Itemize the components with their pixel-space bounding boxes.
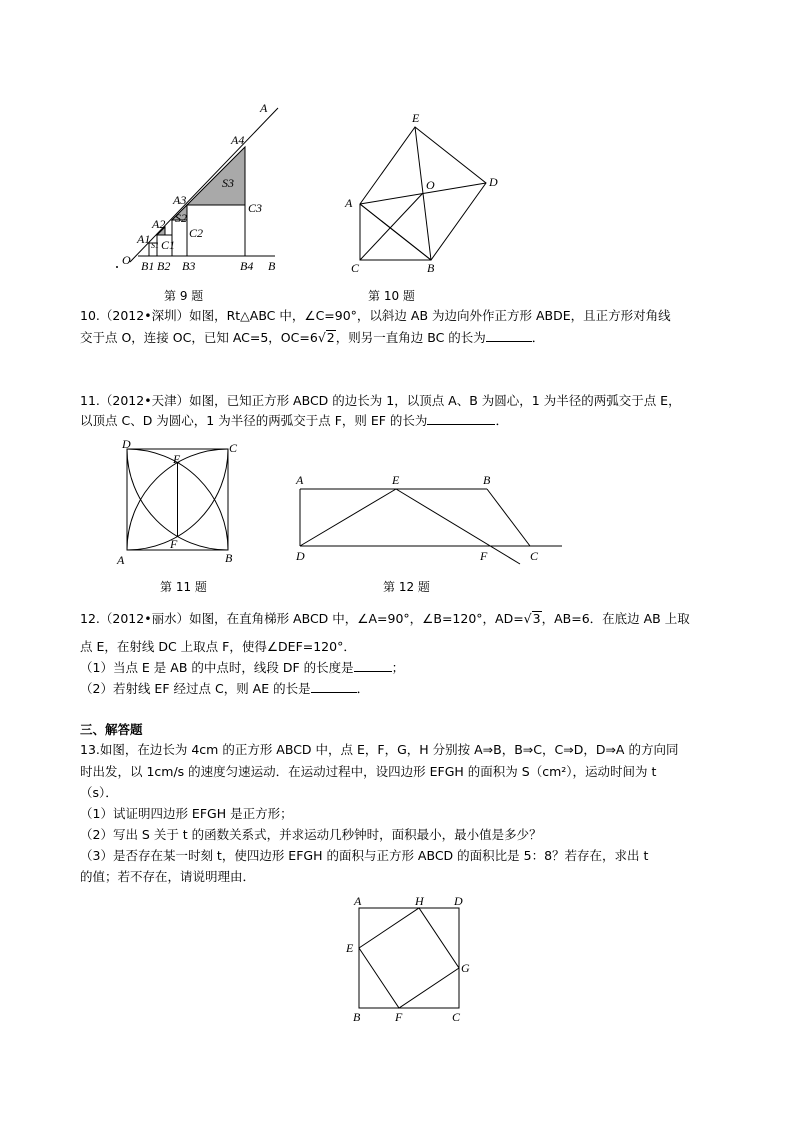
- label-f: F: [170, 537, 178, 551]
- caption-fig10: 第 10 题: [368, 289, 415, 303]
- label-c: C: [351, 261, 360, 275]
- question-13-sub3-line2: 的值；若不存在，请说明理由．: [80, 869, 256, 884]
- label-s3: S3: [222, 176, 234, 190]
- label-f: F: [395, 1010, 403, 1024]
- question-11-line1: 11.（2012•天津）如图，已知正方形 ABCD 的边长为 1，以顶点 A、B 为圆心，1 为半径的两弧交于点 E，: [80, 393, 681, 408]
- label-h: H: [415, 894, 424, 908]
- square-abcd: [359, 908, 459, 1008]
- ray-ef: [396, 489, 520, 564]
- label-a: A: [260, 101, 268, 115]
- label-b: B: [225, 551, 233, 565]
- label-d: D: [489, 175, 498, 189]
- question-11-line2: [80, 412, 508, 430]
- label-e: E: [173, 452, 181, 466]
- label-c1: C1: [161, 238, 176, 252]
- label-d: D: [122, 437, 131, 451]
- q10-text-end: ．: [531, 330, 545, 345]
- square-efgh: [359, 908, 459, 1008]
- label-c2: C2: [189, 226, 204, 240]
- question-13-sub1: （1）试证明四边形 EFGH 是正方形；: [80, 806, 293, 821]
- label-o: O: [122, 253, 131, 267]
- figure-11: [112, 436, 252, 571]
- q12-sub2-blank[interactable]: [311, 680, 357, 693]
- question-12-sub2: [80, 680, 369, 698]
- q12-sqrt-sign: √: [523, 611, 532, 626]
- label-a: A: [296, 473, 304, 487]
- question-10-line2: [80, 329, 544, 347]
- question-13-sub3: （3）是否存在某一时刻 t，使四边形 EFGH 的面积与正方形 ABCD 的面积比是 5：8？若存在，求出 t: [80, 848, 649, 863]
- question-10-line1: 10.（2012•深圳）如图，Rt△ABC 中，∠C=90°，以斜边 AB 为边向外作正方形 ABDE，且正方形对角线: [80, 308, 671, 323]
- q10-sqrt-sign: √: [317, 330, 326, 345]
- label-c: C: [229, 441, 238, 455]
- question-13-line2: 时出发，以 1cm/s 的速度匀速运动．在运动过程中，设四边形 EFGH 的面积为 S（cm²），运动时间为 t: [80, 764, 657, 779]
- caption-fig11: 第 11 题: [160, 580, 207, 594]
- q11-text-end: ．: [495, 413, 508, 428]
- label-b2: B2: [157, 259, 171, 273]
- label-c: C: [530, 549, 539, 563]
- question-13-line3: （s）．: [80, 785, 118, 800]
- question-13-line1: 13.如图，在边长为 4cm 的正方形 ABCD 中，点 E，F，G，H 分别按 A⇒B，B⇒C，C⇒D，D⇒A 的方向同: [80, 742, 679, 757]
- label-b3: B3: [182, 259, 196, 273]
- label-c: C: [452, 1010, 461, 1024]
- label-a: A: [354, 894, 362, 908]
- question-12-line1: [80, 610, 690, 628]
- figure-9: [110, 100, 300, 280]
- question-12-sub1: [80, 659, 404, 677]
- label-s1: S1: [151, 241, 159, 250]
- label-f: F: [480, 549, 488, 563]
- label-b: B: [353, 1010, 361, 1024]
- label-e: E: [346, 941, 354, 955]
- label-a: A: [345, 196, 353, 210]
- q11-text: 以顶点 C、D 为圆心，1 为半径的两弧交于点 F，则 EF 的长为: [80, 413, 428, 428]
- dot-marker: [116, 266, 118, 268]
- label-b: B: [427, 261, 435, 275]
- label-a2: A2: [152, 217, 166, 231]
- label-e: E: [412, 111, 420, 125]
- figure-10: [340, 108, 510, 278]
- q10-answer-blank[interactable]: [486, 329, 532, 342]
- segment-ab: [360, 204, 431, 260]
- question-12-line2: 点 E，在射线 DC 上取点 F，使得∠DEF=120°．: [80, 639, 356, 654]
- figure-12: [290, 470, 570, 570]
- caption-fig12: 第 12 题: [383, 580, 430, 594]
- segment-bc: [487, 489, 530, 546]
- q10-radicand: 2: [326, 330, 335, 345]
- label-a: A: [117, 553, 125, 567]
- label-a4: A4: [231, 133, 245, 147]
- label-b4: B4: [240, 259, 254, 273]
- label-b: B: [268, 259, 276, 273]
- segment-oc: [360, 193, 423, 260]
- label-d: D: [454, 894, 463, 908]
- q10-text-pre: 交于点 O，连接 OC，已知 AC=5，OC=6: [80, 330, 318, 345]
- q12-text-post: ，AB=6．在底边 AB 上取: [541, 611, 690, 626]
- section-title: 三、解答题: [80, 722, 143, 737]
- q12-text-pre: 12.（2012•丽水）如图，在直角梯形 ABCD 中，∠A=90°，∠B=120°，AD=: [80, 611, 524, 626]
- label-d: D: [296, 549, 305, 563]
- figure-13: [340, 892, 480, 1027]
- label-g: G: [461, 961, 470, 975]
- label-o: O: [426, 178, 435, 192]
- q11-answer-blank[interactable]: [427, 412, 495, 425]
- ray-oa: [130, 108, 278, 262]
- segment-de: [300, 489, 396, 546]
- q12-sub2-end: ．: [356, 681, 370, 696]
- q12-sub2-text: （2）若射线 EF 经过点 C，则 AE 的长是: [80, 681, 311, 696]
- q12-sub1-blank[interactable]: [354, 659, 392, 672]
- label-c3: C3: [248, 201, 263, 215]
- label-b1: B1: [141, 259, 155, 273]
- label-a3: A3: [173, 193, 187, 207]
- label-s2: S2: [175, 211, 187, 225]
- q12-sub1-text: （1）当点 E 是 AB 的中点时，线段 DF 的长度是: [80, 660, 354, 675]
- shaded-s3: [187, 147, 245, 205]
- question-13-sub2: （2）写出 S 关于 t 的函数关系式，并求运动几秒钟时，面积最小，最小值是多少？: [80, 827, 542, 842]
- label-b: B: [483, 473, 491, 487]
- q12-sub1-end: ；: [391, 660, 405, 675]
- q12-radicand: 3: [532, 611, 541, 626]
- caption-fig9: 第 9 题: [164, 289, 204, 303]
- q10-text-post: ，则另一直角边 BC 的长为: [335, 330, 486, 345]
- label-e: E: [392, 473, 400, 487]
- label-a1: A1: [137, 232, 151, 246]
